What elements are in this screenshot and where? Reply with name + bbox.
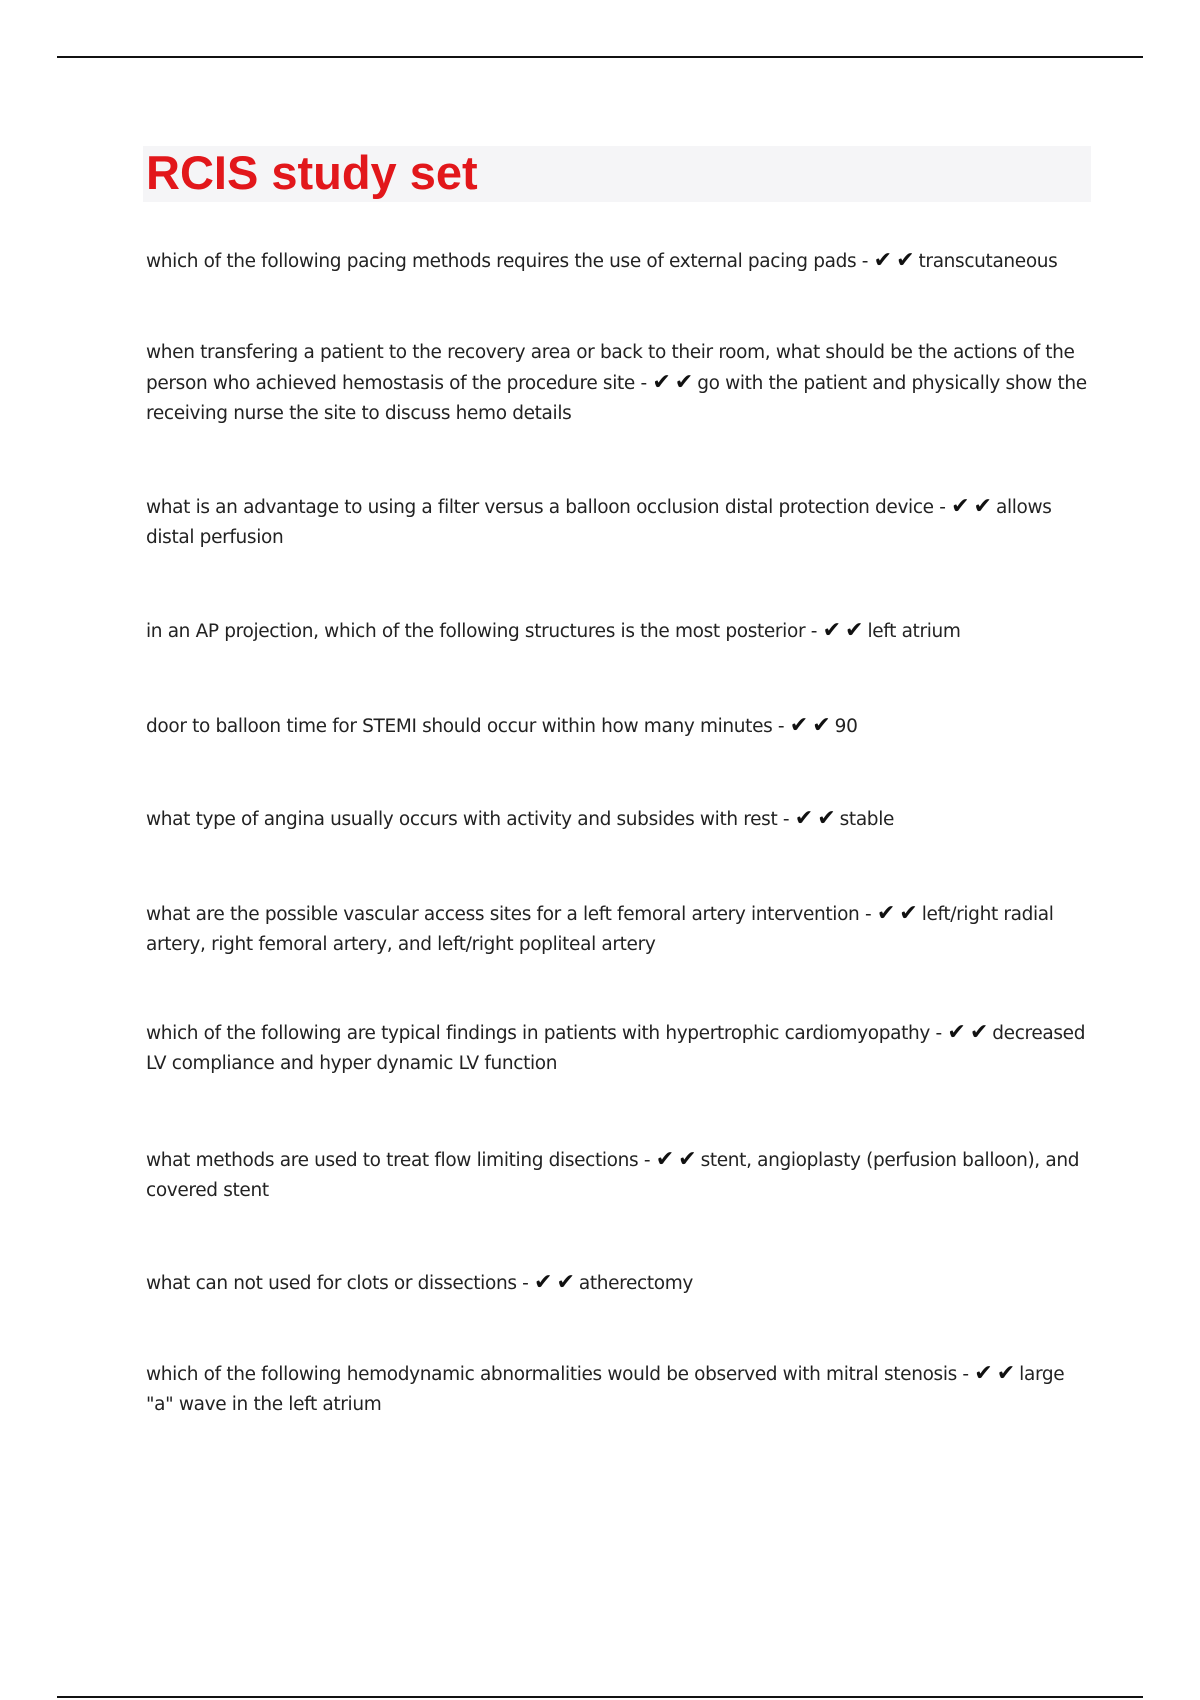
check-icon: ✔ bbox=[812, 713, 835, 738]
qa-item-4 bbox=[146, 616, 1096, 647]
qa-item-6 bbox=[146, 804, 1096, 835]
check-icon: ✔ bbox=[951, 494, 974, 519]
answer-text: 90 bbox=[834, 716, 858, 737]
check-icon: ✔ bbox=[996, 1361, 1020, 1386]
check-icon: ✔ bbox=[794, 806, 818, 831]
answer-text: go with the patient and physically show the receiving nurse the site to discuss hemo details bbox=[146, 373, 1087, 424]
question-text: door to balloon time for STEMI should occur within how many minutes bbox=[146, 716, 773, 737]
page-title: RCIS study set bbox=[146, 146, 478, 199]
question-text: when transfering a patient to the recovery area or back to their room, what should be the actions of the person who achieved hemostasis of the procedure site bbox=[146, 342, 1075, 394]
answer-text: stable bbox=[839, 809, 895, 830]
check-icon: ✔ bbox=[896, 248, 919, 273]
check-icon: ✔ bbox=[845, 618, 868, 643]
separator: - bbox=[638, 1150, 656, 1171]
question-text: which of the following are typical findings in patients with hypertrophic cardiomyopathy bbox=[146, 1023, 930, 1044]
question-text: what can not used for clots or dissections bbox=[146, 1273, 517, 1294]
check-icon: ✔ bbox=[969, 1020, 993, 1045]
check-icon: ✔ bbox=[678, 1147, 701, 1172]
separator: - bbox=[805, 621, 823, 642]
check-icon: ✔ bbox=[973, 494, 996, 519]
check-icon: ✔ bbox=[817, 806, 840, 831]
qa-item-1 bbox=[146, 246, 1096, 277]
check-icon: ✔ bbox=[899, 901, 922, 926]
answer-text: left atrium bbox=[867, 621, 961, 642]
question-text: in an AP projection, which of the following structures is the most posterior bbox=[146, 621, 806, 642]
question-text: which of the following pacing methods requires the use of external pacing pads bbox=[146, 251, 857, 272]
bottom-rule bbox=[57, 1696, 1143, 1698]
check-icon: ✔ bbox=[873, 248, 897, 273]
qa-item-11 bbox=[146, 1359, 1096, 1420]
qa-item-3 bbox=[146, 492, 1096, 553]
check-icon: ✔ bbox=[822, 618, 846, 643]
check-icon: ✔ bbox=[652, 370, 675, 395]
question-text: what are the possible vascular access sites for a left femoral artery intervention bbox=[146, 904, 860, 925]
check-icon: ✔ bbox=[655, 1147, 679, 1172]
separator: - bbox=[634, 373, 653, 394]
question-text: what type of angina usually occurs with activity and subsides with rest bbox=[146, 809, 778, 830]
separator: - bbox=[859, 904, 877, 925]
answer-text: atherectomy bbox=[578, 1273, 694, 1294]
separator: - bbox=[933, 497, 952, 518]
answer-text: left/right radial artery, right femoral artery, and left/right popliteal artery bbox=[146, 904, 1054, 955]
check-icon: ✔ bbox=[876, 901, 900, 926]
separator: - bbox=[856, 251, 874, 272]
question-text: which of the following hemodynamic abnormalities would be observed with mitral stenosis bbox=[146, 1364, 957, 1385]
separator: - bbox=[516, 1273, 534, 1294]
check-icon: ✔ bbox=[534, 1270, 557, 1295]
check-icon: ✔ bbox=[556, 1270, 579, 1295]
separator: - bbox=[777, 809, 795, 830]
qa-item-9 bbox=[146, 1145, 1096, 1206]
answer-text: decreased LV compliance and hyper dynamic LV function bbox=[146, 1023, 1086, 1074]
question-text: what is an advantage to using a filter versus a balloon occlusion distal protection device bbox=[146, 497, 934, 518]
qa-item-10 bbox=[146, 1268, 1096, 1299]
qa-item-7 bbox=[146, 899, 1096, 960]
answer-text: allows distal perfusion bbox=[146, 497, 1052, 548]
check-icon: ✔ bbox=[974, 1361, 997, 1386]
answer-text: transcutaneous bbox=[918, 251, 1058, 272]
qa-item-8 bbox=[146, 1018, 1096, 1079]
separator: - bbox=[930, 1023, 948, 1044]
answer-text: stent, angioplasty (perfusion balloon), and covered stent bbox=[146, 1150, 1080, 1201]
check-icon: ✔ bbox=[947, 1020, 970, 1045]
separator: - bbox=[956, 1364, 975, 1385]
top-rule bbox=[57, 56, 1143, 58]
separator: - bbox=[772, 716, 790, 737]
answer-text: large "a" wave in the left atrium bbox=[146, 1364, 1065, 1415]
check-icon: ✔ bbox=[789, 713, 813, 738]
qa-item-5 bbox=[146, 711, 1096, 742]
check-icon: ✔ bbox=[674, 370, 698, 395]
qa-item-2 bbox=[146, 338, 1096, 429]
question-text: what methods are used to treat flow limiting disections bbox=[146, 1150, 639, 1171]
